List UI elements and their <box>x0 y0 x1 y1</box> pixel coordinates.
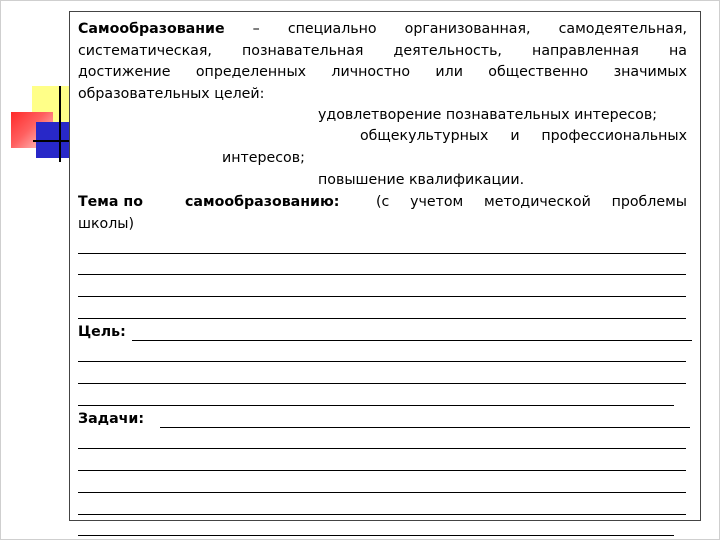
topic-label-b: самообразованию: <box>185 194 340 210</box>
definition-dash: – <box>224 21 288 37</box>
tasks-inline-line[interactable] <box>160 427 690 428</box>
tasks-answer-line-2[interactable] <box>78 470 686 471</box>
purpose-answer-line-3[interactable] <box>78 405 674 406</box>
decorative-vertical-line <box>59 86 61 162</box>
topic-answer-line-4[interactable] <box>78 318 686 319</box>
definition-line-4: образовательных целей: <box>78 85 265 102</box>
topic-text-b: школы) <box>78 216 135 232</box>
definition-line-3: достижение определенных личностно или общественно значимых <box>78 64 687 80</box>
purpose-label: Цель: <box>78 324 126 340</box>
topic-answer-line-1[interactable] <box>78 253 686 254</box>
definition-line-2: систематическая, познавательная деятельность, направленная на <box>78 42 687 59</box>
purpose-inline-line[interactable] <box>132 340 692 341</box>
goal-item-3: повышение квалификации. <box>318 172 525 188</box>
topic-label-a: Тема по <box>78 194 143 210</box>
topic-answer-line-3[interactable] <box>78 296 686 297</box>
tasks-label: Задачи: <box>78 411 145 427</box>
topic-answer-line-2[interactable] <box>78 274 686 275</box>
definition-line1-rest: специально организованная, самодеятельная, <box>287 21 687 37</box>
tasks-answer-line-5[interactable] <box>78 535 674 536</box>
purpose-label-row <box>78 322 126 343</box>
tasks-answer-line-4[interactable] <box>78 514 686 515</box>
definition-line-1 <box>78 19 687 41</box>
definition-term: Самообразование <box>78 21 225 37</box>
tasks-label-row <box>78 409 144 430</box>
decorative-horizontal-line <box>33 140 73 142</box>
topic-line <box>78 192 687 213</box>
goal-item-2a: общекультурных и профессиональных <box>360 128 687 144</box>
purpose-answer-line-2[interactable] <box>78 383 686 384</box>
topic-text-a: (с учетом методической проблемы <box>376 194 687 210</box>
tasks-answer-line-1[interactable] <box>78 448 686 449</box>
definition-text <box>78 19 687 105</box>
goal-item-2b: интересов; <box>222 150 305 166</box>
purpose-answer-line-1[interactable] <box>78 361 686 362</box>
goal-item-1: удовлетворение познавательных интересов; <box>318 107 657 123</box>
tasks-answer-line-3[interactable] <box>78 492 686 493</box>
